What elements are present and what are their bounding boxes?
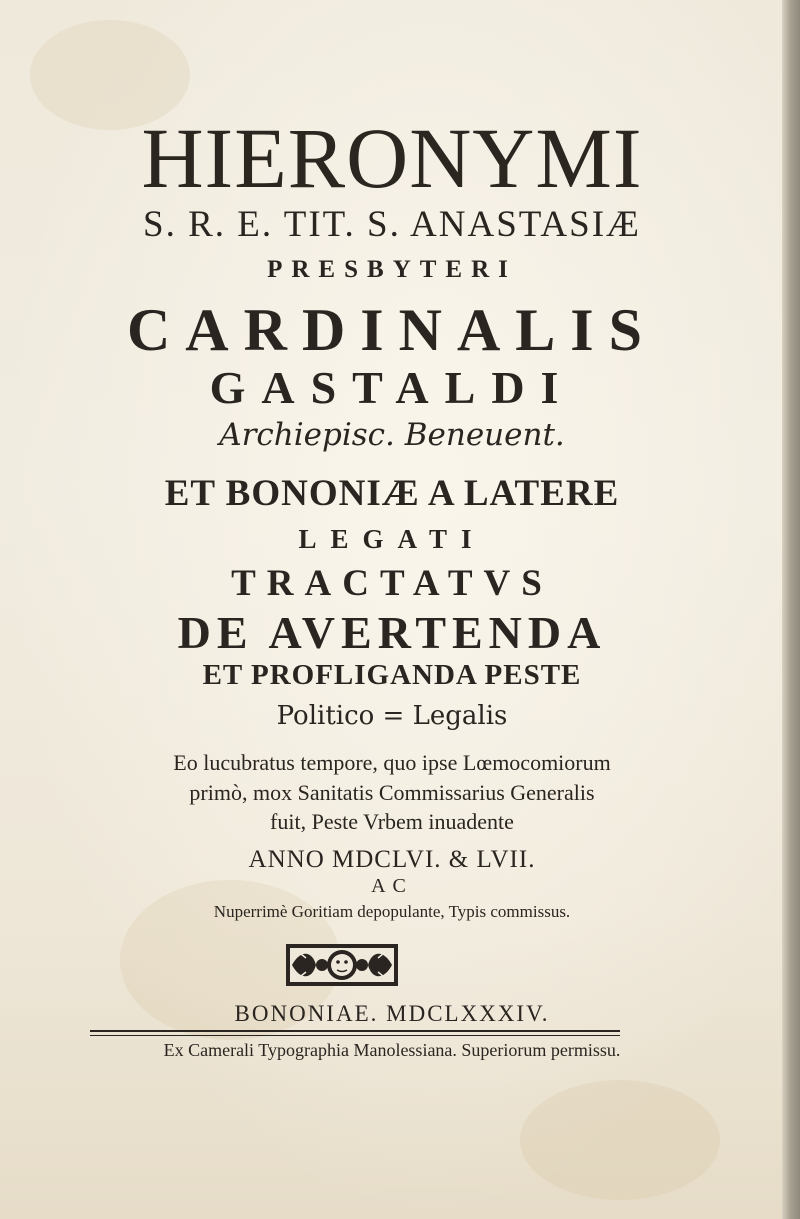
imprint-rule <box>90 1035 620 1036</box>
title-bononiae: ET BONONIÆ A LATERE <box>164 473 620 514</box>
work-title-tractatus: TRACTATVS <box>231 563 553 604</box>
work-title-et-profliganda: ET PROFLIGANDA PESTE <box>202 659 582 691</box>
imprint-rule <box>90 1030 620 1032</box>
imprint-place-year: BONONIAE. MDCLXXXIV. <box>234 1001 550 1026</box>
work-title-de-avertenda: DE AVERTENDA <box>177 607 607 658</box>
title-gastaldi: GASTALDI <box>209 362 575 413</box>
title-cardinalis: CARDINALIS <box>126 297 658 363</box>
paper-stain <box>520 1080 720 1200</box>
title-archiepisc: Archiepisc. Beneuent. <box>219 417 565 453</box>
ac-line: AC <box>371 875 413 897</box>
title-legati: LEGATI <box>298 524 486 554</box>
description-line-3: fuit, Peste Vrbem inuadente <box>270 809 514 834</box>
title-rank: S. R. E. TIT. S. ANASTASIÆ <box>143 204 641 245</box>
nuperrime-line: Nuperrimè Goritiam depopulante, Typis commissus. <box>213 902 571 921</box>
author-name: HIERONYMI <box>141 110 643 206</box>
years-line: ANNO MDCLVI. & LVII. <box>248 846 536 873</box>
description-line-1: Eo lucubratus tempore, quo ipse Lœmocomiorum <box>173 750 611 775</box>
imprint-printer: Ex Camerali Typographia Manolessiana. Superiorum permissu. <box>163 1040 621 1060</box>
work-subtitle: Politico = Legalis <box>276 701 508 731</box>
title-presbyteri: PRESBYTERI <box>267 256 517 283</box>
page-edge <box>782 0 800 1219</box>
description-line-2: primò, mox Sanitatis Commissarius Generalis <box>189 780 595 805</box>
printers-ornament-icon <box>282 938 402 992</box>
